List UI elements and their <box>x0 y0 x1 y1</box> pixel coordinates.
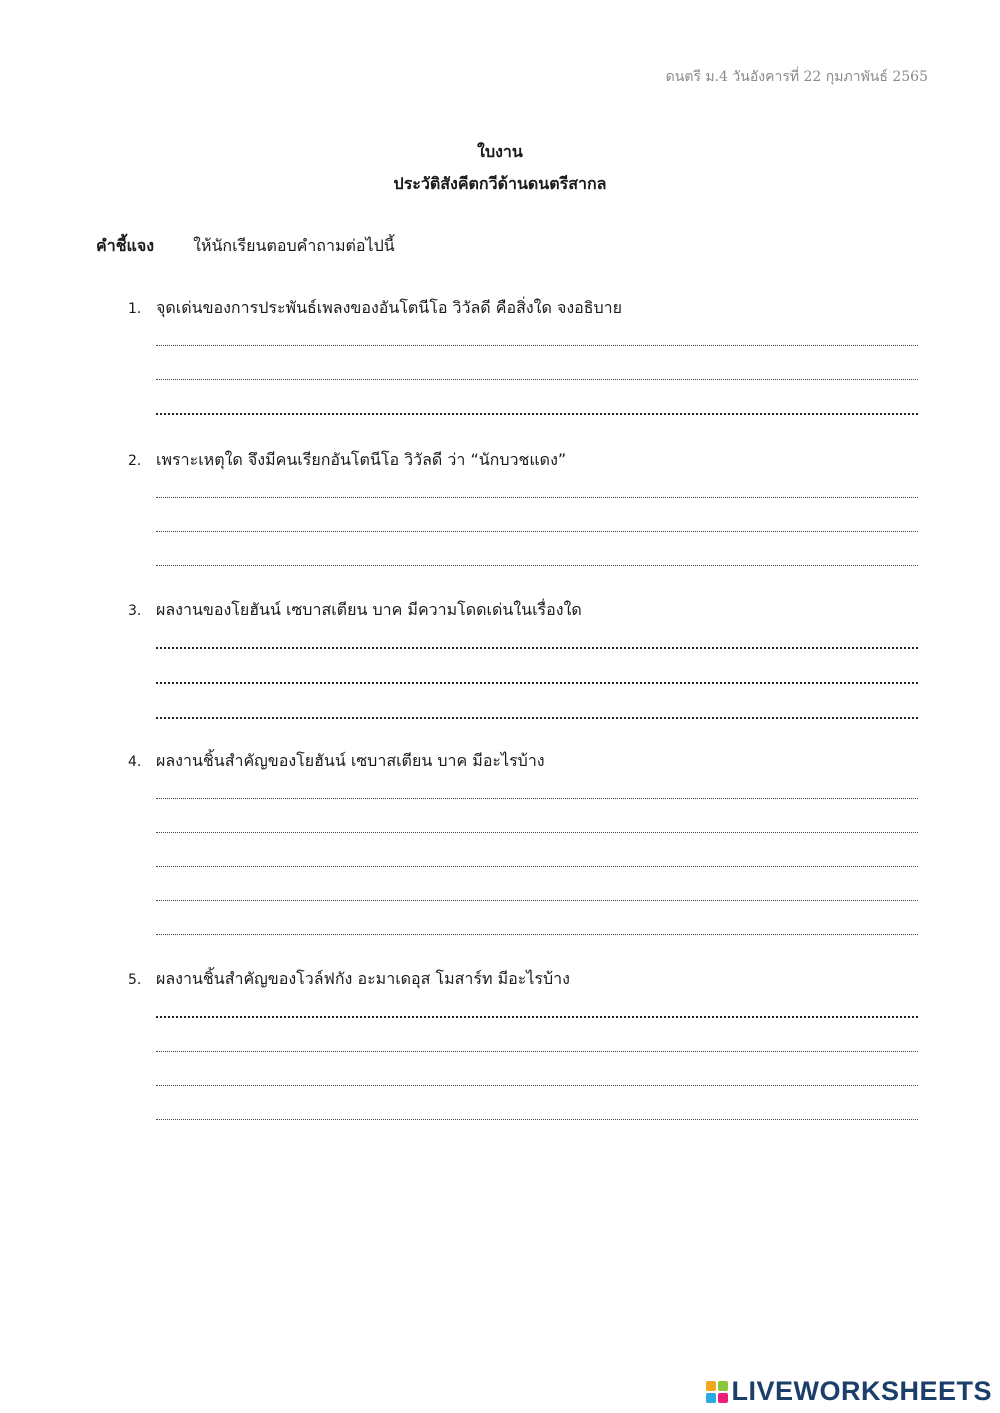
question-3-prompt <box>128 595 918 625</box>
answer-line[interactable] <box>156 799 918 833</box>
question-text: ผลงานของโยฮันน์ เซบาสเตียน บาค มีความโดดเด่นในเรื่องใด <box>156 600 582 619</box>
liveworksheets-logo <box>706 1376 992 1407</box>
question-5 <box>128 964 918 1120</box>
header-note: ดนตรี ม.4 วันอังคารที่ 22 กุมภาพันธ์ 2565 <box>665 69 928 85</box>
answer-line[interactable] <box>156 833 918 867</box>
answer-line[interactable] <box>156 380 918 415</box>
question-4 <box>128 746 918 935</box>
logo-tile <box>706 1393 716 1403</box>
answer-line[interactable] <box>156 649 918 684</box>
answer-line[interactable] <box>156 475 918 498</box>
answer-line[interactable] <box>156 1052 918 1086</box>
answer-line[interactable] <box>156 323 918 346</box>
answer-line[interactable] <box>156 1086 918 1120</box>
question-number: 5. <box>128 972 142 988</box>
answer-line[interactable] <box>156 346 918 380</box>
logo-tile <box>718 1393 728 1403</box>
question-number: 3. <box>128 603 142 619</box>
instructions <box>96 234 395 259</box>
answer-line[interactable] <box>156 684 918 719</box>
title-block <box>0 136 1000 200</box>
question-1-prompt <box>128 293 918 323</box>
question-number: 2. <box>128 453 142 469</box>
worksheet-title: ใบงาน <box>477 142 523 161</box>
logo-tile <box>718 1381 728 1391</box>
question-text: จุดเด่นของการประพันธ์เพลงของอันโตนีโอ วิวัลดี คือสิ่งใด จงอธิบาย <box>156 298 623 317</box>
logo-tile <box>706 1381 716 1391</box>
question-5-prompt <box>128 964 918 994</box>
answer-line[interactable] <box>156 1018 918 1052</box>
answer-line[interactable] <box>156 901 918 935</box>
answer-line[interactable] <box>156 994 918 1018</box>
answer-line[interactable] <box>156 532 918 566</box>
answer-line[interactable] <box>156 625 918 649</box>
answer-line[interactable] <box>156 867 918 901</box>
worksheet-subtitle: ประวัติสังคีตกวีด้านดนตรีสากล <box>393 174 607 193</box>
question-1 <box>128 293 918 415</box>
question-number: 1. <box>128 301 142 317</box>
logo-text: LIVEWORKSHEETS <box>731 1376 992 1406</box>
question-number: 4. <box>128 754 142 770</box>
question-2 <box>128 445 918 566</box>
question-text: ผลงานชิ้นสำคัญของโวล์ฟกัง อะมาเดอุส โมสาร์ท มีอะไรบ้าง <box>156 969 570 988</box>
instructions-label: คำชี้แจง <box>96 236 155 255</box>
question-text: เพราะเหตุใด จึงมีคนเรียกอันโตนีโอ วิวัลดี ว่า “นักบวชแดง” <box>156 450 567 469</box>
question-4-prompt <box>128 746 918 776</box>
answer-line[interactable] <box>156 498 918 532</box>
question-3 <box>128 595 918 719</box>
question-text: ผลงานชิ้นสำคัญของโยฮันน์ เซบาสเตียน บาค มีอะไรบ้าง <box>156 751 545 770</box>
answer-line[interactable] <box>156 776 918 799</box>
question-2-prompt <box>128 445 918 475</box>
logo-tiles-icon <box>706 1381 728 1403</box>
instructions-text: ให้นักเรียนตอบคำถามต่อไปนี้ <box>193 236 395 255</box>
